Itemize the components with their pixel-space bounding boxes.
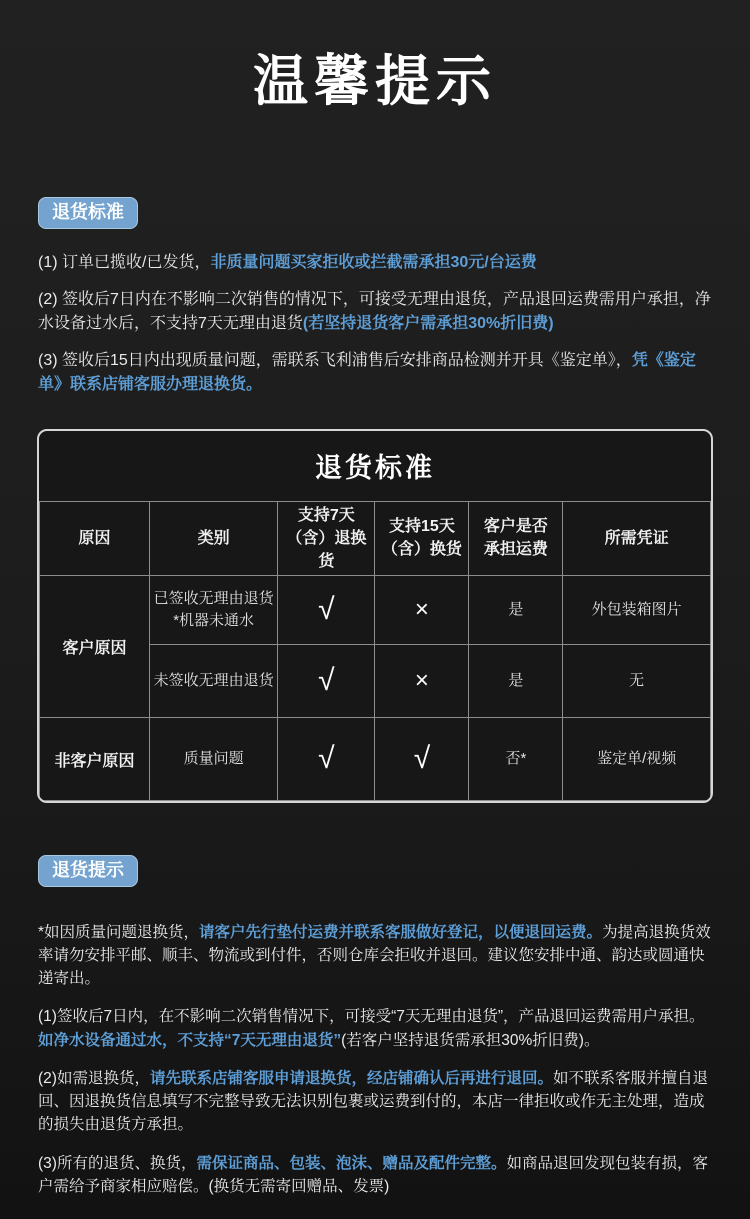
highlight-text: 需保证商品、包装、泡沫、赠品及配件完整。	[196, 1154, 507, 1172]
highlight-text: 非质量问题买家拒收或拦截需承担30元/台运费	[210, 253, 537, 271]
column-header-category: 类别	[150, 501, 278, 576]
table-row	[40, 576, 711, 645]
check-icon: √	[278, 645, 375, 718]
return-tips-badge: 退货提示	[38, 855, 138, 886]
proof-cell: 无	[563, 645, 711, 718]
text-segment: 如不联系客服并擅自退回、因退换货信息填写不完整导致无法识别包裹或运费到付的，本店一律拒收或作无主处理，造成的损失由退货方承担。	[38, 1069, 708, 1134]
paragraph	[38, 288, 712, 336]
text-segment: (3)所有的退货、换货，	[38, 1154, 197, 1172]
reason-cell: 客户原因	[40, 576, 150, 718]
highlight-text: 凭《鉴定单》联系店铺客服办理退换货。	[38, 351, 696, 393]
fee-cell: 否*	[469, 718, 563, 801]
fee-cell: 是	[469, 576, 563, 645]
paragraph	[38, 1005, 712, 1052]
paragraph	[38, 921, 712, 991]
return-standard-paragraphs	[38, 251, 712, 397]
highlight-text: 请客户先行垫付运费并联系客服做好登记，以便退回运费。	[199, 923, 603, 941]
reason-cell: 非客户原因	[40, 718, 150, 801]
text-segment: (2) 签收后7日内在不影响二次销售的情况下，可接受无理由退货，产品退回运费需用户承担，净水设备过水后，不支持7天无理由退货	[38, 290, 711, 332]
text-segment: 为提高退换货效率请勿安排平邮、顺丰、物流或到付件，否则仓库会拒收并退回。建议您安排中通、韵达或圆通快递寄出。	[38, 923, 711, 988]
column-header-fee: 客户是否 承担运费	[469, 501, 563, 576]
table-header-row	[40, 501, 711, 576]
text-segment: (2)如需退换货，	[38, 1069, 150, 1087]
check-icon: √	[375, 718, 469, 801]
text-segment: (1) 订单已揽收/已发货，	[38, 253, 211, 271]
return-standard-badge: 退货标准	[38, 197, 138, 228]
category-cell: 未签收无理由退货	[150, 645, 278, 718]
text-segment: *如因质量问题退换货，	[38, 923, 200, 941]
check-icon: √	[278, 576, 375, 645]
category-cell: 质量问题	[150, 718, 278, 801]
page-title: 温馨提示	[252, 50, 497, 112]
cross-icon: ×	[375, 576, 469, 645]
text-segment: 如商品退回发现包装有损，客户需给予商家相应赔偿。(换货无需寄回赠品、发票)	[38, 1154, 708, 1195]
text-segment: (1)签收后7日内，在不影响二次销售情况下，可接受“7天无理由退货”，产品退回运费需用户承担。	[38, 1008, 705, 1026]
proof-cell: 鉴定单/视频	[563, 718, 711, 801]
text-segment: (若客户坚持退货需承担30%折旧费)。	[341, 1031, 600, 1049]
table-title-row	[40, 431, 711, 502]
text-segment: (3) 签收后15日内出现质量问题，需联系飞利浦售后安排商品检测并开具《鉴定单》，	[38, 351, 632, 369]
return-standard-table-grid	[39, 431, 711, 802]
return-tips-paragraphs	[38, 921, 712, 1199]
column-header-reason: 原因	[40, 501, 150, 576]
proof-cell: 外包装箱图片	[563, 576, 711, 645]
category-cell: 已签收无理由退货 *机器未通水	[150, 576, 278, 645]
cross-icon: ×	[375, 645, 469, 718]
column-header-proof: 所需凭证	[563, 501, 711, 576]
paragraph	[38, 349, 712, 397]
highlight-text: (若坚持退货客户需承担30%折旧费)	[302, 314, 554, 332]
table-row	[40, 718, 711, 801]
highlight-text: 如净水设备通过水，不支持“7天无理由退货”	[38, 1031, 342, 1049]
column-header-7day: 支持7天 （含）退换货	[278, 501, 375, 576]
return-standard-table	[37, 429, 713, 804]
column-header-15day: 支持15天 （含）换货	[375, 501, 469, 576]
check-icon: √	[278, 718, 375, 801]
paragraph	[38, 1067, 712, 1137]
paragraph	[38, 1152, 712, 1199]
fee-cell: 是	[469, 645, 563, 718]
highlight-text: 请先联系店铺客服申请退换货，经店铺确认后再进行退回。	[149, 1069, 553, 1087]
paragraph	[38, 251, 712, 275]
table-title: 退货标准	[40, 431, 711, 502]
